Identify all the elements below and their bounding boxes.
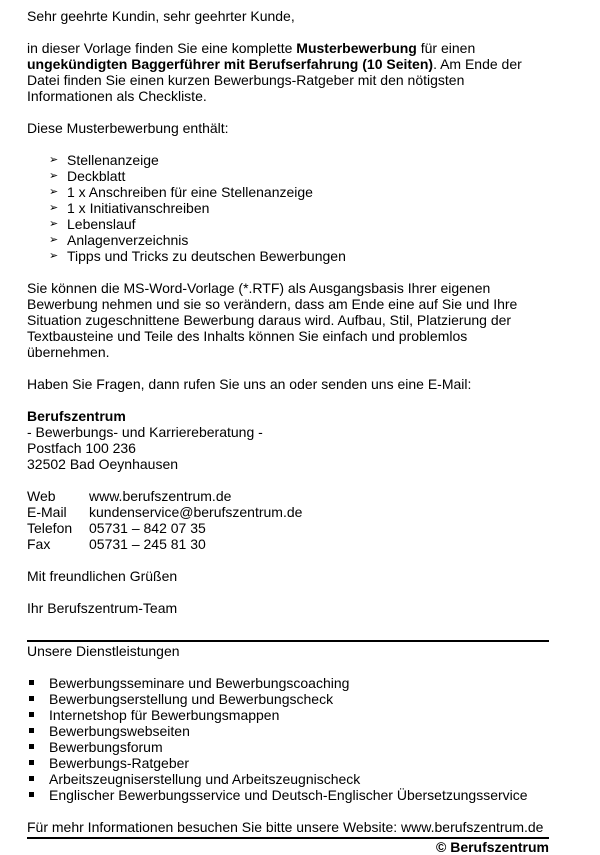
contact-label: Web bbox=[27, 488, 56, 504]
list-item-label: Bewerbungswebseiten bbox=[49, 723, 190, 739]
square-bullet-icon bbox=[29, 696, 34, 701]
square-bullet-icon bbox=[29, 792, 34, 797]
copyright-notice: © Berufszentrum bbox=[436, 839, 549, 855]
arrow-bullet-icon: ➢ bbox=[49, 234, 59, 246]
contact-label: Fax bbox=[27, 536, 51, 552]
table-row bbox=[27, 504, 302, 520]
more-info-text: Für mehr Informationen besuchen Sie bitte unsere Website: www.berufszentrum.de bbox=[27, 819, 544, 835]
contact-table bbox=[27, 488, 302, 552]
square-bullet-icon bbox=[29, 776, 34, 781]
list-item bbox=[49, 184, 549, 200]
list-item bbox=[27, 787, 549, 803]
arrow-bullet-icon: ➢ bbox=[49, 186, 59, 198]
city: 32502 Bad Oeynhausen bbox=[27, 456, 179, 472]
square-bullet-icon bbox=[29, 760, 34, 765]
word-template-paragraph: Sie können die MS-Word-Vorlage (*.RTF) als Ausgangsbasis Ihrer eigenen Bewerbung nehmen und sie so verändern, dass am Ende eine auf Sie und Ihre Situation zugeschnittene Bewerbung daraus wird. Aufbau, Stil, Platzierung der Textbausteine und Teile des Inhalts können Sie einfach und problemlos übernehmen. bbox=[27, 280, 518, 360]
list-item-label: Deckblatt bbox=[67, 168, 126, 184]
list-item bbox=[27, 739, 549, 755]
list-item bbox=[49, 232, 549, 248]
postbox: Postfach 100 236 bbox=[27, 440, 136, 456]
contents-heading: Diese Musterbewerbung enthält: bbox=[27, 120, 229, 136]
list-item bbox=[27, 675, 549, 691]
list-item-label: Lebenslauf bbox=[67, 216, 136, 232]
list-item-label: Stellenanzeige bbox=[67, 152, 159, 168]
square-bullet-icon bbox=[29, 728, 34, 733]
list-item-label: Bewerbungsseminare und Bewerbungscoaching bbox=[49, 675, 350, 691]
square-bullet-icon bbox=[29, 680, 34, 685]
arrow-bullet-icon: ➢ bbox=[49, 250, 59, 262]
contact-label: Telefon bbox=[27, 520, 73, 536]
list-item-label: Bewerbungs-Ratgeber bbox=[49, 755, 190, 771]
phone-value: 05731 – 842 07 35 bbox=[89, 520, 206, 536]
arrow-bullet-icon: ➢ bbox=[49, 170, 59, 182]
intro-bold-2: ungekündigten Baggerführer mit Berufserfahrung (10 Seiten) bbox=[27, 56, 434, 72]
greeting: Sehr geehrte Kundin, sehr geehrter Kunde, bbox=[27, 8, 295, 24]
company-name-text: Berufszentrum bbox=[27, 408, 126, 424]
website-link[interactable]: www.berufszentrum.de bbox=[89, 488, 232, 504]
table-row bbox=[27, 536, 302, 552]
list-item-label: Arbeitszeugniserstellung und Arbeitszeugnischeck bbox=[49, 771, 361, 787]
intro-paragraph bbox=[27, 40, 549, 104]
company-name bbox=[27, 408, 549, 424]
table-row bbox=[27, 488, 302, 504]
list-item bbox=[49, 168, 549, 184]
list-item-label: 1 x Initiativanschreiben bbox=[67, 200, 210, 216]
services-list bbox=[27, 675, 549, 803]
fax-value: 05731 – 245 81 30 bbox=[89, 536, 206, 552]
company-subtitle: - Bewerbungs- und Karriereberatung - bbox=[27, 424, 263, 440]
list-item bbox=[49, 248, 549, 264]
list-item bbox=[49, 200, 549, 216]
list-item bbox=[27, 771, 549, 787]
list-item bbox=[27, 691, 549, 707]
list-item-label: Bewerbungserstellung und Bewerbungscheck bbox=[49, 691, 334, 707]
list-item-label: Tipps und Tricks zu deutschen Bewerbungen bbox=[67, 248, 346, 264]
email-link[interactable]: kundenservice@berufszentrum.de bbox=[89, 504, 303, 520]
document-page bbox=[27, 8, 549, 855]
intro-text-2: für einen bbox=[416, 40, 476, 56]
divider bbox=[27, 640, 549, 642]
questions-paragraph: Haben Sie Fragen, dann rufen Sie uns an oder senden uns eine E-Mail: bbox=[27, 376, 472, 392]
address-block bbox=[27, 408, 549, 472]
contact-label: E-Mail bbox=[27, 504, 67, 520]
contents-list bbox=[27, 152, 549, 264]
list-item bbox=[27, 707, 549, 723]
signature: Ihr Berufszentrum-Team bbox=[27, 600, 178, 616]
table-row bbox=[27, 520, 302, 536]
list-item-label: Internetshop für Bewerbungsmappen bbox=[49, 707, 280, 723]
arrow-bullet-icon: ➢ bbox=[49, 218, 59, 230]
services-heading: Unsere Dienstleistungen bbox=[27, 643, 180, 659]
list-item-label: 1 x Anschreiben für eine Stellenanzeige bbox=[67, 184, 313, 200]
list-item-label: Englischer Bewerbungsservice und Deutsch-Englischer Übersetzungsservice bbox=[49, 787, 528, 803]
list-item-label: Anlagenverzeichnis bbox=[67, 232, 189, 248]
arrow-bullet-icon: ➢ bbox=[49, 202, 59, 214]
square-bullet-icon bbox=[29, 712, 34, 717]
intro-bold-1: Musterbewerbung bbox=[296, 40, 417, 56]
intro-text-1: in dieser Vorlage finden Sie eine komplette bbox=[27, 40, 297, 56]
square-bullet-icon bbox=[29, 744, 34, 749]
arrow-bullet-icon: ➢ bbox=[49, 154, 59, 166]
list-item bbox=[27, 723, 549, 739]
list-item bbox=[49, 216, 549, 232]
list-item bbox=[27, 755, 549, 771]
intro-text-3: . Am Ende der Datei finden Sie einen kurzen Bewerbungs-Ratgeber mit den nötigsten Informationen als Checkliste. bbox=[27, 56, 522, 104]
list-item bbox=[49, 152, 549, 168]
closing: Mit freundlichen Grüßen bbox=[27, 568, 178, 584]
list-item-label: Bewerbungsforum bbox=[49, 739, 163, 755]
